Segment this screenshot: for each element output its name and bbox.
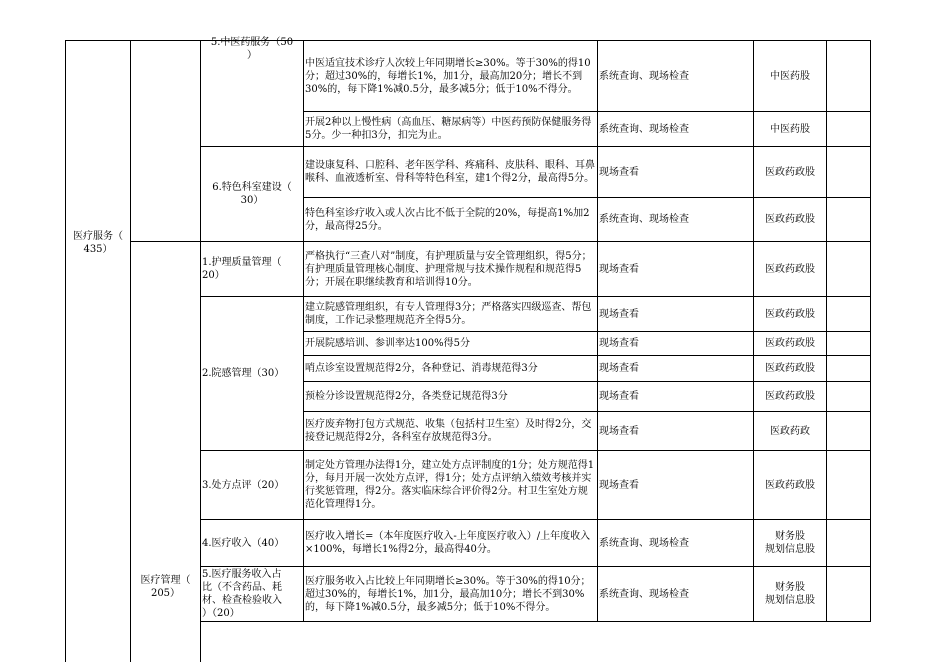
criteria-cell: 特色科室诊疗收入或人次占比不低于全院的20%，每提高1%加2分，最高得25分。	[305, 207, 590, 232]
criteria-cell: 建立院感管理组织，有专人管理得3分；严格落实四级巡查、帮包制度，工作记录整理规范齐全得5分。	[305, 302, 592, 326]
dept-cell: 医政药政股	[765, 338, 815, 349]
method-cell: 现场查看	[599, 308, 639, 320]
grid-line	[200, 621, 871, 622]
method-cell: 现场查看	[599, 166, 639, 178]
criteria-cell: 开展2种以上慢性病（高血压、糖尿病等）中医药预防保健服务得5分。少一种扣3分，扣完为止。	[305, 117, 592, 141]
criteria-cell: 制定处方管理办法得1分，建立处方点评制度的1分；处方规范得1分，每月开展一次处方点评，得1分；处方点评纳入绩效考核并实行奖惩管理，得2分。落实临床综合评价得2分。村卫生室处方规范化管理得1分。	[305, 460, 595, 510]
dept-cell: 医政药政股	[765, 214, 815, 225]
criteria-cell: 医疗服务收入占比较上年同期增长≥30%。等于30%的得10分；超过30%的，每增长1%，加1分，最高加10分；增长不到30%的，每下降1%减0.5分，最多减5分；低于10%不得分。	[305, 575, 591, 613]
dept-cell: 医政药政股	[765, 479, 815, 491]
item-prescription: 3.处方点评（20）	[202, 479, 285, 491]
criteria-cell: 医疗收入增长=（本年度医疗收入-上年度医疗收入）/上年度收入×100%，每增长1%得2分，最高得40分。	[305, 531, 591, 555]
method-cell: 系统查询、现场检查	[599, 70, 689, 82]
item-infection: 2.院感管理（30）	[202, 368, 285, 379]
method-cell: 系统查询、现场检查	[599, 537, 689, 549]
dept-cell: 医政药政股	[765, 391, 815, 402]
grid-line	[200, 40, 201, 662]
dept-cell: 医政药政	[770, 425, 810, 437]
item-service-ratio: 5.医疗服务收入占 比（不含药品、耗 材、检查检验收入 ）（20）	[202, 569, 282, 619]
dept-cell: 医政药政股	[765, 308, 815, 320]
criteria-cell: 建设康复科、口腔科、老年医学科、疼痛科、皮肤科、眼科、耳鼻喉科、血液透析室、骨科等特色科室，建1个得2分，最高得5分。	[305, 160, 595, 184]
criteria-cell: 严格执行“三查八对”制度，有护理质量与安全管理组织，得5分；有护理质量管理核心制度、护理常规与技术操作规程和规范得5分；开展在职继续教育和培训得10分。	[305, 250, 592, 288]
method-cell: 现场查看	[599, 263, 639, 275]
dept-cell: 财务股 规划信息股	[765, 582, 815, 606]
dept-cell: 医政药政股	[765, 263, 815, 275]
grid-line	[130, 40, 131, 662]
criteria-cell: 医疗废弃物打包方式规范、收集（包括村卫生室）及时得2分，交接登记规范得2分，各科室存放规范得3分。	[305, 419, 592, 443]
method-cell: 现场查看	[599, 338, 639, 349]
method-cell: 系统查询、现场检查	[599, 214, 689, 225]
method-cell: 现场查看	[599, 479, 639, 491]
item-income: 4.医疗收入（40）	[202, 537, 285, 549]
method-cell: 现场查看	[599, 391, 639, 402]
item-specialty: 6.特色科室建设（ 30）	[212, 182, 292, 206]
dept-cell: 医政药政股	[765, 166, 815, 178]
criteria-cell: 中医适宜技术诊疗人次较上年同期增长≥30%。等于30%的得10分；超过30%的，每增长1%，加1分，最高加20分；增长不到30%的，每下降1%减0.5分，最多减5分；低于10%不得分。	[305, 57, 591, 95]
item-tcm-service: 5.中医药服务（50 ）	[210, 37, 294, 61]
criteria-cell: 预检分诊设置规范得2分，各类登记规范得3分	[305, 391, 508, 402]
item-nursing: 1.护理质量管理（ 20）	[202, 257, 282, 281]
method-cell: 现场查看	[599, 425, 639, 437]
method-cell: 系统查询、现场检查	[599, 588, 689, 600]
method-cell: 现场查看	[599, 363, 639, 374]
dept-cell: 中医药股	[770, 70, 810, 82]
subcategory-medical-management: 医疗管理（ 205）	[140, 575, 191, 599]
criteria-cell: 哨点诊室设置规范得2分，各种登记、消毒规范得3分	[305, 363, 538, 374]
dept-cell: 医政药政股	[765, 363, 815, 374]
method-cell: 系统查询、现场检查	[599, 123, 689, 135]
dept-cell: 财务股 规划信息股	[765, 531, 815, 555]
grid-line	[65, 40, 66, 662]
category-medical-service: 医疗服务（ 435）	[73, 231, 123, 255]
dept-cell: 中医药股	[770, 123, 810, 135]
criteria-cell: 开展院感培训、参训率达100%得5分	[305, 338, 470, 349]
